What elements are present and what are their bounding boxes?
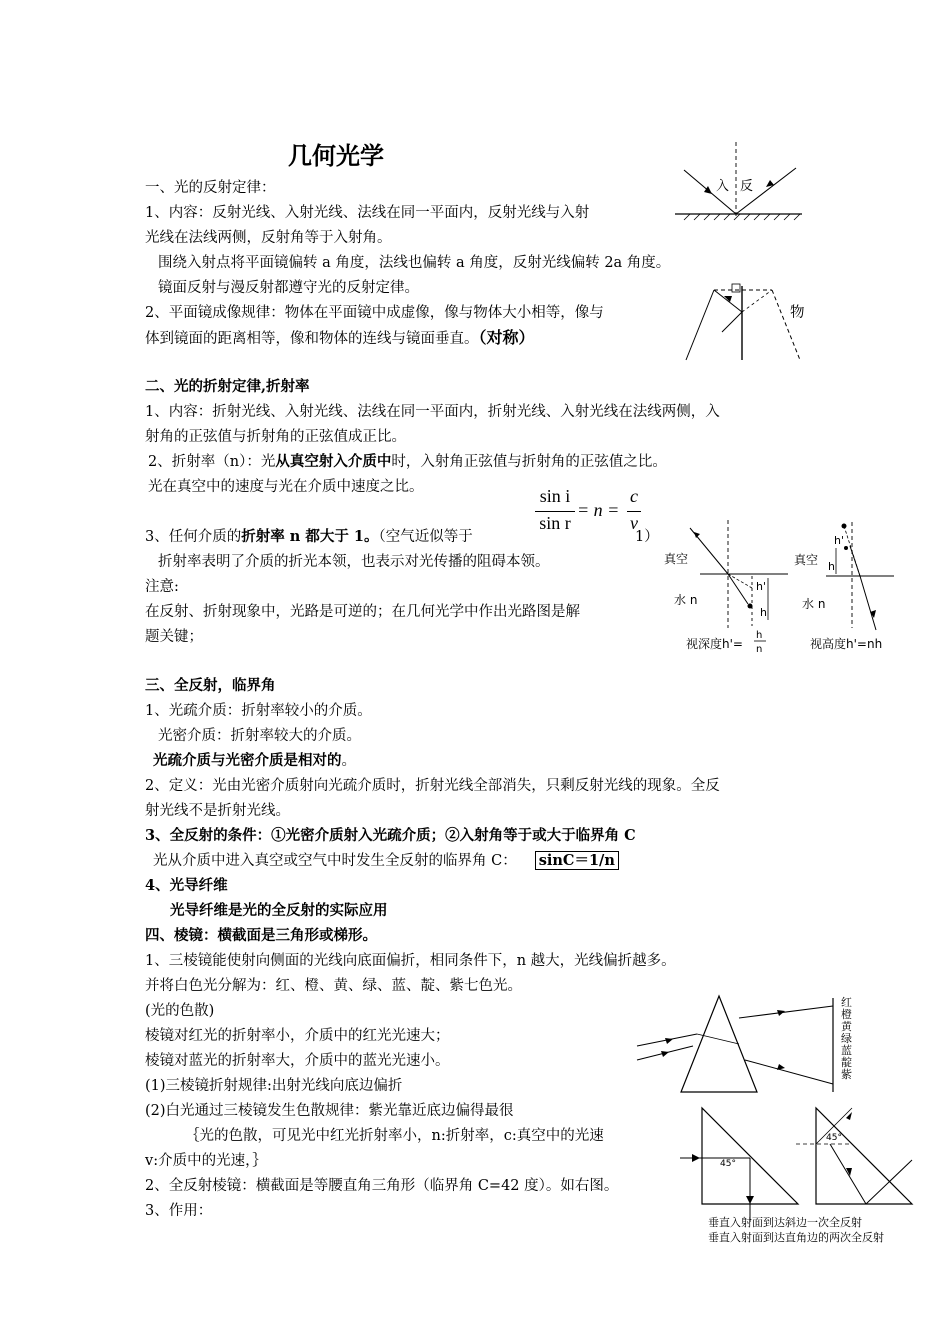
- h-label-2: h: [828, 560, 835, 573]
- spectrum-orange: 橙: [841, 1008, 852, 1021]
- apparent-height-label: 视高度h'=nh: [810, 637, 883, 651]
- apparent-height-diagram: [790, 518, 900, 653]
- s3-line-3b: 。: [341, 753, 356, 769]
- s2-line-5d: 1）: [635, 529, 659, 545]
- s2-line-5: [145, 527, 473, 547]
- s1-line-4: 镜面反射与漫反射都遵守光的反射定律。: [158, 280, 419, 296]
- spectrum-green: 绿: [841, 1032, 852, 1045]
- s3-line-3a: 光疏介质与光密介质是相对的: [153, 752, 342, 769]
- s1-line-1: 1、内容：反射光线、入射光线、法线在同一平面内，反射光线与入射: [145, 205, 590, 221]
- critical-angle-formula: sinC＝1/n: [535, 851, 619, 870]
- s1-line-6-text: 体到镜面的距离相等，像和物体的连线与镜面垂直。: [145, 331, 479, 347]
- water-label-2: 水 n: [802, 597, 826, 611]
- total-reflection-prism-diagram: [680, 1104, 920, 1244]
- section-4-heading: 四、棱镜：横截面是三角形或梯形。: [145, 927, 377, 944]
- s2-line-9: 题关键；: [145, 629, 203, 645]
- spectrum-yellow: 黄: [841, 1020, 852, 1033]
- depth-frac-den: n: [756, 644, 763, 655]
- formula-num-2: c: [630, 486, 638, 506]
- refraction-formula: [535, 486, 645, 538]
- apparent-depth-diagram: [660, 518, 790, 653]
- h-label-1: h: [760, 606, 767, 619]
- s3-line-5: 射光线不是折射光线。: [145, 803, 290, 819]
- formula-num-1: sin i: [539, 486, 571, 506]
- depth-frac-num: h: [756, 630, 763, 641]
- s4-line-9: v:介质中的光速，｝: [145, 1153, 267, 1169]
- s1-line-2: 光线在法线两侧，反射角等于入射角。: [145, 230, 392, 246]
- spectrum-violet: 紫: [841, 1068, 852, 1081]
- vacuum-label-2: 真空: [794, 553, 819, 567]
- s3-line-1: 1、光疏介质：折射率较小的介质。: [145, 703, 372, 719]
- prism-dispersion-diagram: [635, 988, 865, 1098]
- s3-line-7a: 光从介质中进入真空或空气中时发生全反射的临界角 C：: [153, 853, 517, 869]
- formula-den-1: sin r: [539, 513, 571, 533]
- spectrum-indigo: 靛: [841, 1056, 852, 1069]
- s2-line-3a: 2、折射率（n）：光: [148, 454, 276, 470]
- reflection-diagram: [670, 140, 810, 220]
- formula-den-2: v: [630, 513, 638, 533]
- s4-line-7: (2)白光通过三棱镜发生色散规律：紫光靠近底边偏得最很: [145, 1103, 514, 1119]
- h-prime-label-1: h': [756, 580, 766, 593]
- s2-line-3: [148, 452, 667, 472]
- reflected-label: 反: [740, 179, 754, 194]
- s2-line-8: 在反射、折射现象中，光路是可逆的；在几何光学中作出光路图是解: [145, 604, 580, 620]
- s4-line-3: (光的色散): [145, 1003, 215, 1019]
- s3-line-2: 光密介质：折射率较大的介质。: [158, 728, 361, 744]
- s3-line-3: [153, 751, 356, 771]
- apparent-depth-label: 视深度h'=: [686, 637, 743, 651]
- s2-line-1: 1、内容：折射光线、入射光线、法线在同一平面内，折射光线、入射光线在法线两侧，入: [145, 404, 720, 420]
- s4-line-2: 并将白色光分解为：红、橙、黄、绿、蓝、靛、紫七色光。: [145, 978, 522, 994]
- s3-line-8: 4、光导纤维: [145, 877, 228, 894]
- h-prime-label-2: h': [834, 534, 844, 547]
- s2-line-2: 射角的正弦值与折射角的正弦值成正比。: [145, 429, 406, 445]
- s1-line-5b: 物: [790, 305, 805, 321]
- s2-line-5b: 折射率 n 都大于 1。: [241, 528, 379, 545]
- symmetry-note: （对称）: [478, 328, 535, 347]
- s4-line-4: 棱镜对红光的折射率小，介质中的红光光速大；: [145, 1028, 450, 1044]
- s1-line-3: 围绕入射点将平面镜偏转 a 角度，法线也偏转 a 角度，反射光线偏转 2a 角度。: [158, 255, 671, 271]
- plane-mirror-diagram: [682, 282, 802, 362]
- s4-line-11: 3、作用：: [145, 1203, 213, 1219]
- incident-label: 入: [716, 179, 730, 194]
- s2-line-3c: 时，入射角正弦值与折射角的正弦值之比。: [391, 454, 667, 470]
- s2-line-3b: 从真空射入介质中: [275, 453, 392, 470]
- s4-line-10: 2、全反射棱镜：横截面是等腰直角三角形（临界角 C=42 度）。如右图。: [145, 1178, 619, 1194]
- s3-line-4: 2、定义：光由光密介质射向光疏介质时，折射光线全部消失，只剩反射光线的现象。全反: [145, 778, 720, 794]
- s4-line-1: 1、三棱镜能使射向侧面的光线向底面偏折，相同条件下，n 越大，光线偏折越多。: [145, 953, 676, 969]
- section-1-heading: 一、光的反射定律：: [145, 180, 276, 196]
- s2-line-7: 注意:: [145, 579, 179, 595]
- formula-eq: = n =: [577, 500, 620, 520]
- vacuum-label-1: 真空: [664, 552, 689, 566]
- spectrum-red: 红: [841, 996, 852, 1009]
- s4-line-5: 棱镜对蓝光的折射率大，介质中的蓝光光速小。: [145, 1053, 450, 1069]
- prism-angle-1: 45°: [720, 1159, 736, 1169]
- s3-line-7: [153, 851, 619, 871]
- s3-line-9: 光导纤维是光的全反射的实际应用: [170, 902, 388, 919]
- s2-line-6: 折射率表明了介质的折光本领，也表示对光传播的阻碍本领。: [158, 554, 550, 570]
- spectrum-blue: 蓝: [841, 1044, 852, 1057]
- s1-line-6: [145, 328, 535, 349]
- prism-angle-2: 45°: [826, 1133, 842, 1143]
- section-2-heading: 二、光的折射定律,折射率: [145, 378, 310, 395]
- prism-caption-2: 垂直入射面到达直角边的两次全反射: [708, 1231, 884, 1244]
- section-3-heading: 三、全反射，临界角: [145, 677, 276, 694]
- water-label-1: 水 n: [674, 593, 698, 607]
- s1-line-5: 2、平面镜成像规律：物体在平面镜中成虚像，像与物体大小相等，像与: [145, 305, 604, 321]
- s2-line-4: 光在真空中的速度与光在介质中速度之比。: [148, 479, 424, 495]
- s2-line-5c: （空气近似等于: [378, 529, 473, 545]
- prism-caption-1: 垂直入射面到达斜边一次全反射: [708, 1216, 862, 1229]
- page-title: 几何光学: [288, 141, 384, 170]
- s2-line-5a: 3、任何介质的: [145, 529, 242, 545]
- s3-line-6: 3、全反射的条件：①光密介质射入光疏介质；②入射角等于或大于临界角 C: [145, 827, 636, 844]
- s4-line-8: ｛光的色散，可见光中红光折射率小，n:折射率，c:真空中的光速: [185, 1128, 604, 1144]
- s4-line-6: (1)三棱镜折射规律:出射光线向底边偏折: [145, 1078, 403, 1094]
